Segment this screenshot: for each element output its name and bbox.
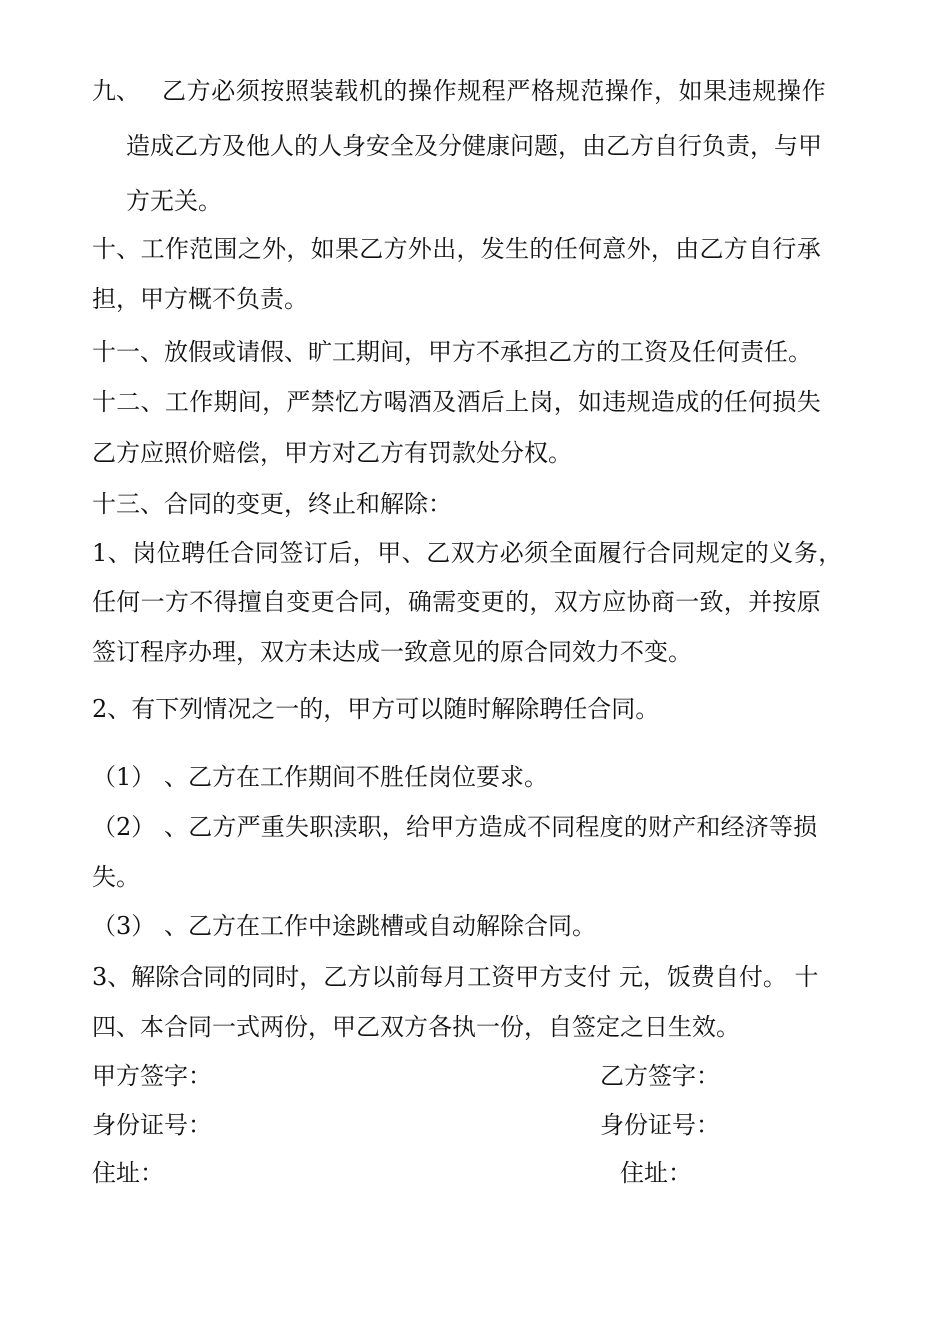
item-2-continuation: 失。 (92, 863, 140, 891)
item-1-text: 、乙方在工作期间不胜任岗位要求。 (164, 763, 548, 791)
party-a-signature-label: 甲方签字： (92, 1062, 212, 1090)
item-3-number: （3） (92, 912, 156, 940)
clause-12-line-1: 十二、工作期间，严禁忆方喝酒及酒后上岗，如违规造成的任何损失 (92, 388, 821, 416)
clause-13-title: 十三、合同的变更，终止和解除： (92, 490, 452, 518)
party-b-signature-label: 乙方签字： (600, 1062, 720, 1090)
party-a-id-label: 身份证号： (92, 1111, 212, 1139)
item-1-number: （1） (92, 763, 156, 791)
clause-12-line-2: 乙方应照价赔偿，甲方对乙方有罚款处分权。 (92, 439, 572, 467)
item-2-text: 、乙方严重失职渎职，给甲方造成不同程度的财产和经济等损 (164, 813, 818, 841)
clause-13-p3-line-1: 3、解除合同的同时，乙方以前每月工资甲方支付 元，饭费自付。 十 (92, 963, 819, 991)
party-b-id-label: 身份证号： (600, 1111, 720, 1139)
clause-13-p2: 2、有下列情况之一的，甲方可以随时解除聘任合同。 (92, 695, 660, 723)
item-2-number: （2） (92, 813, 156, 841)
clause-10-line-1: 十、工作范围之外，如果乙方外出，发生的任何意外，由乙方自行承 (92, 235, 821, 263)
party-a-address-label: 住址： (92, 1159, 164, 1187)
clause-13-p1-line-2: 任何一方不得擅自变更合同，确需变更的，双方应协商一致，并按原 (92, 588, 821, 616)
clause-9-line-2 (126, 131, 866, 161)
clause-14-line: 四、本合同一式两份，甲乙双方各执一份，自签定之日生效。 (92, 1013, 740, 1041)
clause-11-line-1: 十一、放假或请假、旷工期间，甲方不承担乙方的工资及任何责任。 (92, 338, 812, 366)
clause-9-number: 九、 (92, 77, 140, 105)
clause-10-line-2: 担，甲方概不负责。 (92, 285, 308, 313)
party-b-address-label: 住址： (620, 1159, 692, 1187)
item-3-text: 、乙方在工作中途跳槽或自动解除合同。 (164, 912, 596, 940)
clause-13-p1-line-1: 1、岗位聘任合同签订后，甲、乙双方必须全面履行合同规定的义务， (92, 539, 843, 567)
clause-9-line-1: 乙方必须按照装载机的操作规程严格规范操作，如果违规操作 (162, 77, 827, 105)
clause-9-line-2-text: 造成乙方及他人的人身安全及分健康问题，由乙方自行负责，与甲 (126, 132, 822, 160)
clause-13-p1-line-3: 签订程序办理，双方未达成一致意见的原合同效力不变。 (92, 638, 692, 666)
clause-9-line-3: 方无关。 (126, 187, 222, 215)
